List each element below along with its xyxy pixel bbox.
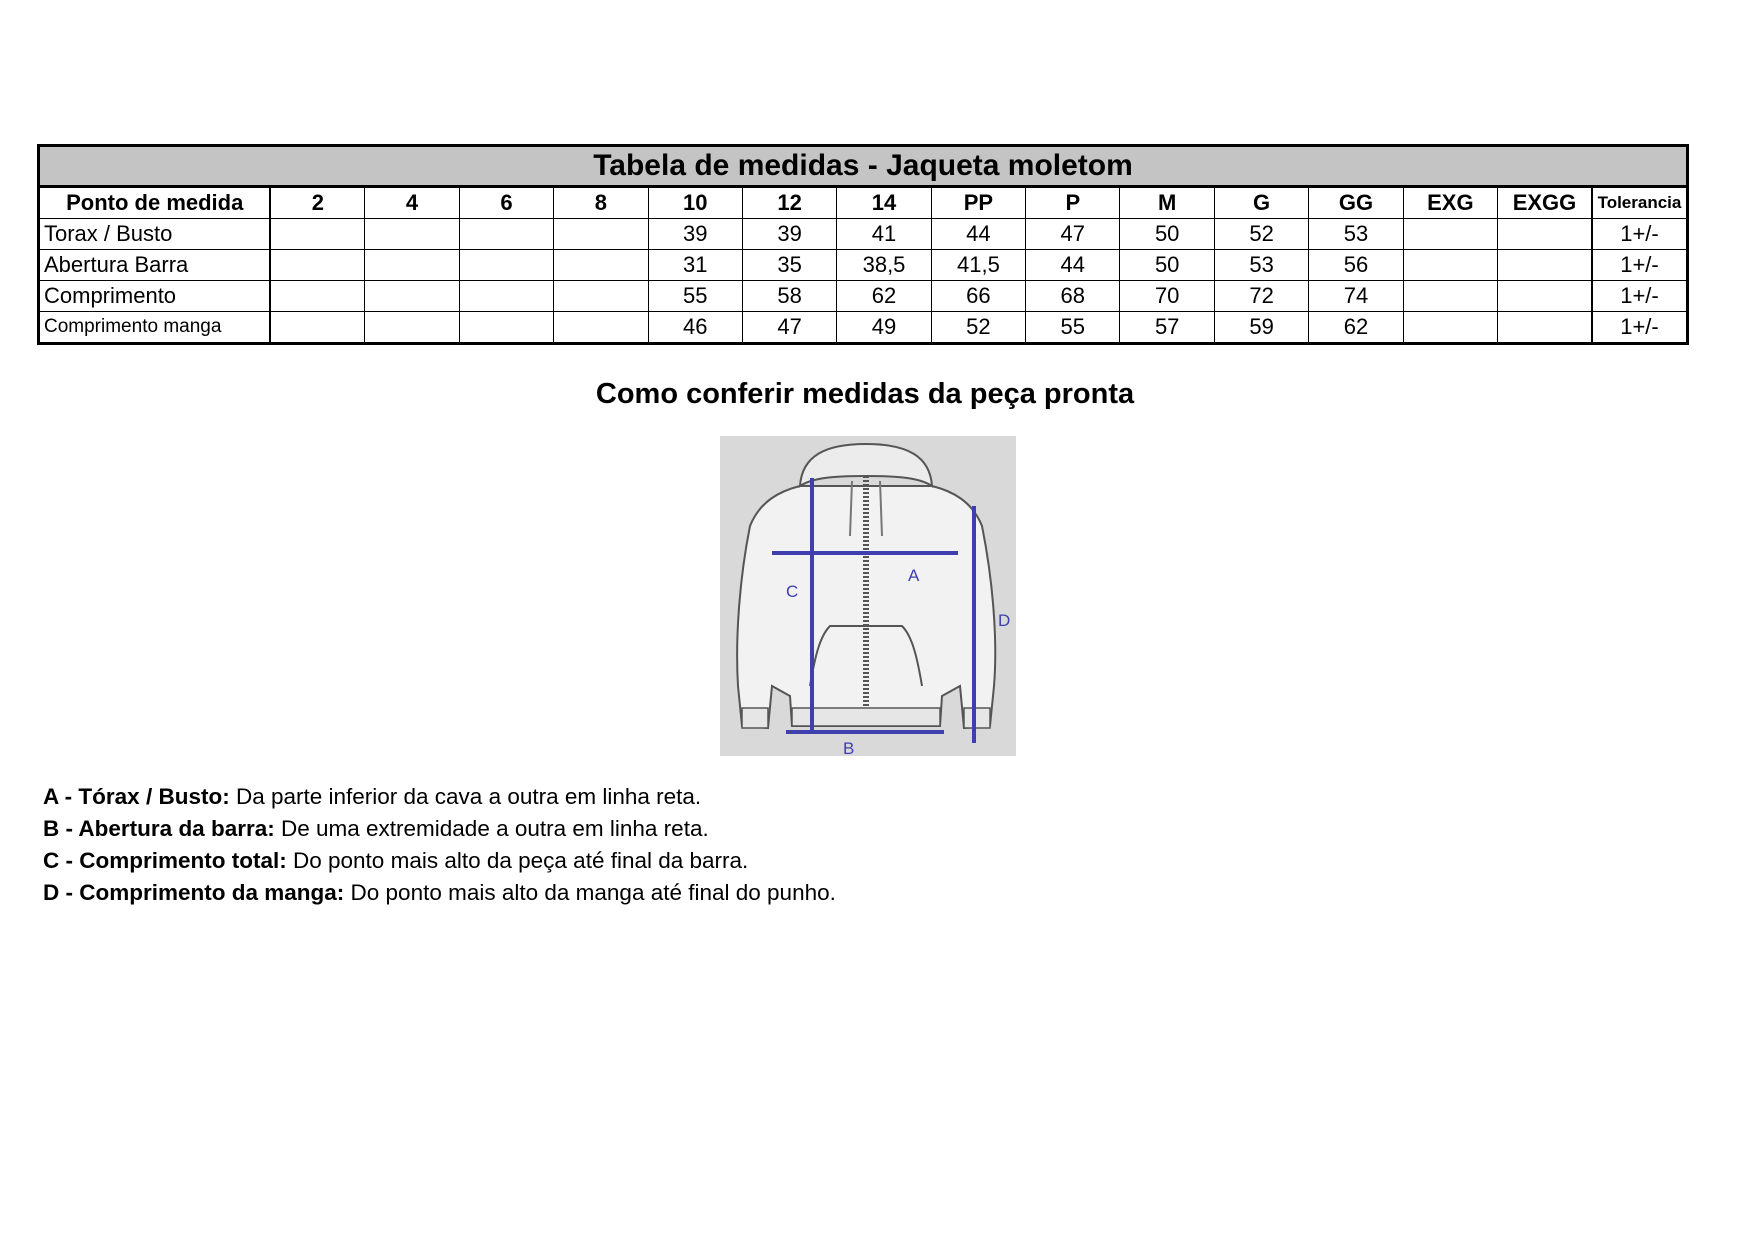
- table-cell: 46: [648, 312, 742, 344]
- table-cell: 53: [1214, 250, 1308, 281]
- label-c: C: [786, 582, 799, 601]
- table-cell: [554, 281, 648, 312]
- tolerance-cell: 1+/-: [1592, 312, 1688, 344]
- column-header: G: [1214, 187, 1308, 219]
- table-cell: [554, 219, 648, 250]
- table-cell: [459, 219, 553, 250]
- table-header-row: [39, 187, 1688, 219]
- table-cell: 44: [931, 219, 1025, 250]
- note-item: [43, 813, 836, 845]
- row-label: Comprimento manga: [39, 312, 271, 344]
- column-header: PP: [931, 187, 1025, 219]
- table-cell: 66: [931, 281, 1025, 312]
- table-cell: 70: [1120, 281, 1214, 312]
- tolerance-cell: 1+/-: [1592, 219, 1688, 250]
- table-cell: 50: [1120, 219, 1214, 250]
- table-cell: [1498, 312, 1592, 344]
- note-key: B -: [43, 816, 79, 841]
- label-d: D: [998, 611, 1011, 630]
- table-cell: [459, 250, 553, 281]
- note-item: [43, 845, 836, 877]
- table-cell: 59: [1214, 312, 1308, 344]
- table-cell: 39: [742, 219, 836, 250]
- table-cell: [270, 250, 364, 281]
- table-cell: 50: [1120, 250, 1214, 281]
- table-cell: 68: [1026, 281, 1120, 312]
- table-cell: 62: [837, 281, 931, 312]
- column-header-tolerance: Tolerancia: [1592, 187, 1688, 219]
- column-header: 12: [742, 187, 836, 219]
- table-row: [39, 281, 1688, 312]
- jacket-hem: [792, 708, 940, 726]
- table-cell: [1403, 219, 1497, 250]
- table-cell: 55: [648, 281, 742, 312]
- table-cell: 47: [742, 312, 836, 344]
- section-title: Como conferir medidas da peça pronta: [595, 378, 1135, 410]
- table-cell: [270, 219, 364, 250]
- table-cell: [1403, 281, 1497, 312]
- column-header: EXGG: [1498, 187, 1592, 219]
- table-cell: [365, 250, 459, 281]
- table-cell: [365, 219, 459, 250]
- table-cell: 31: [648, 250, 742, 281]
- table-cell: 39: [648, 219, 742, 250]
- table-cell: 38,5: [837, 250, 931, 281]
- table-cell: [1498, 250, 1592, 281]
- column-header: 6: [459, 187, 553, 219]
- table-cell: [1498, 281, 1592, 312]
- table-cell: [365, 312, 459, 344]
- table-cell: 47: [1026, 219, 1120, 250]
- table-cell: 52: [931, 312, 1025, 344]
- table-cell: 62: [1309, 312, 1403, 344]
- table-title-row: [39, 146, 1688, 187]
- label-b: B: [843, 739, 855, 756]
- measurement-notes: [43, 781, 836, 909]
- table-cell: [459, 281, 553, 312]
- table-cell: 58: [742, 281, 836, 312]
- note-item: [43, 781, 836, 813]
- note-term: Tórax / Busto:: [78, 784, 230, 809]
- note-term: Abertura da barra:: [78, 816, 275, 841]
- jacket-measurement-diagram: [720, 436, 1016, 756]
- table-cell: [459, 312, 553, 344]
- table-cell: 49: [837, 312, 931, 344]
- column-header: Ponto de medida: [39, 187, 271, 219]
- note-text: Da parte inferior da cava a outra em linha reta.: [229, 784, 702, 809]
- right-cuff: [964, 708, 990, 728]
- column-header: 14: [837, 187, 931, 219]
- table-cell: 41,5: [931, 250, 1025, 281]
- table-cell: [365, 281, 459, 312]
- table-row: [39, 250, 1688, 281]
- table-cell: 56: [1309, 250, 1403, 281]
- column-header: P: [1026, 187, 1120, 219]
- table-cell: 55: [1026, 312, 1120, 344]
- table-cell: [270, 281, 364, 312]
- column-header: 10: [648, 187, 742, 219]
- note-term: Comprimento da manga:: [79, 880, 345, 905]
- note-text: Do ponto mais alto da manga até final do punho.: [344, 880, 836, 905]
- row-label: Comprimento: [39, 281, 271, 312]
- table-cell: 35: [742, 250, 836, 281]
- table-cell: 72: [1214, 281, 1308, 312]
- measurement-table: [37, 144, 1689, 345]
- table-cell: 53: [1309, 219, 1403, 250]
- column-header: M: [1120, 187, 1214, 219]
- table-title: Tabela de medidas - Jaqueta moletom: [39, 146, 1688, 187]
- table-cell: [554, 312, 648, 344]
- table-cell: [554, 250, 648, 281]
- note-key: D -: [43, 880, 80, 905]
- note-term: Comprimento total:: [79, 848, 287, 873]
- column-header: GG: [1309, 187, 1403, 219]
- note-text: Do ponto mais alto da peça até final da barra.: [286, 848, 749, 873]
- table-cell: 74: [1309, 281, 1403, 312]
- note-text: De uma extremidade a outra em linha reta.: [274, 816, 709, 841]
- table-cell: 44: [1026, 250, 1120, 281]
- row-label: Abertura Barra: [39, 250, 271, 281]
- table-row: [39, 312, 1688, 344]
- label-a: A: [908, 566, 920, 585]
- table-cell: 57: [1120, 312, 1214, 344]
- table-cell: [270, 312, 364, 344]
- table-cell: 41: [837, 219, 931, 250]
- tolerance-cell: 1+/-: [1592, 281, 1688, 312]
- note-item: [43, 877, 836, 909]
- row-label: Torax / Busto: [39, 219, 271, 250]
- table-cell: [1403, 312, 1497, 344]
- column-header: 8: [554, 187, 648, 219]
- note-key: C -: [43, 848, 80, 873]
- column-header: 4: [365, 187, 459, 219]
- tolerance-cell: 1+/-: [1592, 250, 1688, 281]
- column-header: 2: [270, 187, 364, 219]
- table-cell: 52: [1214, 219, 1308, 250]
- table-cell: [1498, 219, 1592, 250]
- note-key: A -: [43, 784, 79, 809]
- table-row: [39, 219, 1688, 250]
- table-cell: [1403, 250, 1497, 281]
- column-header: EXG: [1403, 187, 1497, 219]
- left-cuff: [742, 708, 768, 728]
